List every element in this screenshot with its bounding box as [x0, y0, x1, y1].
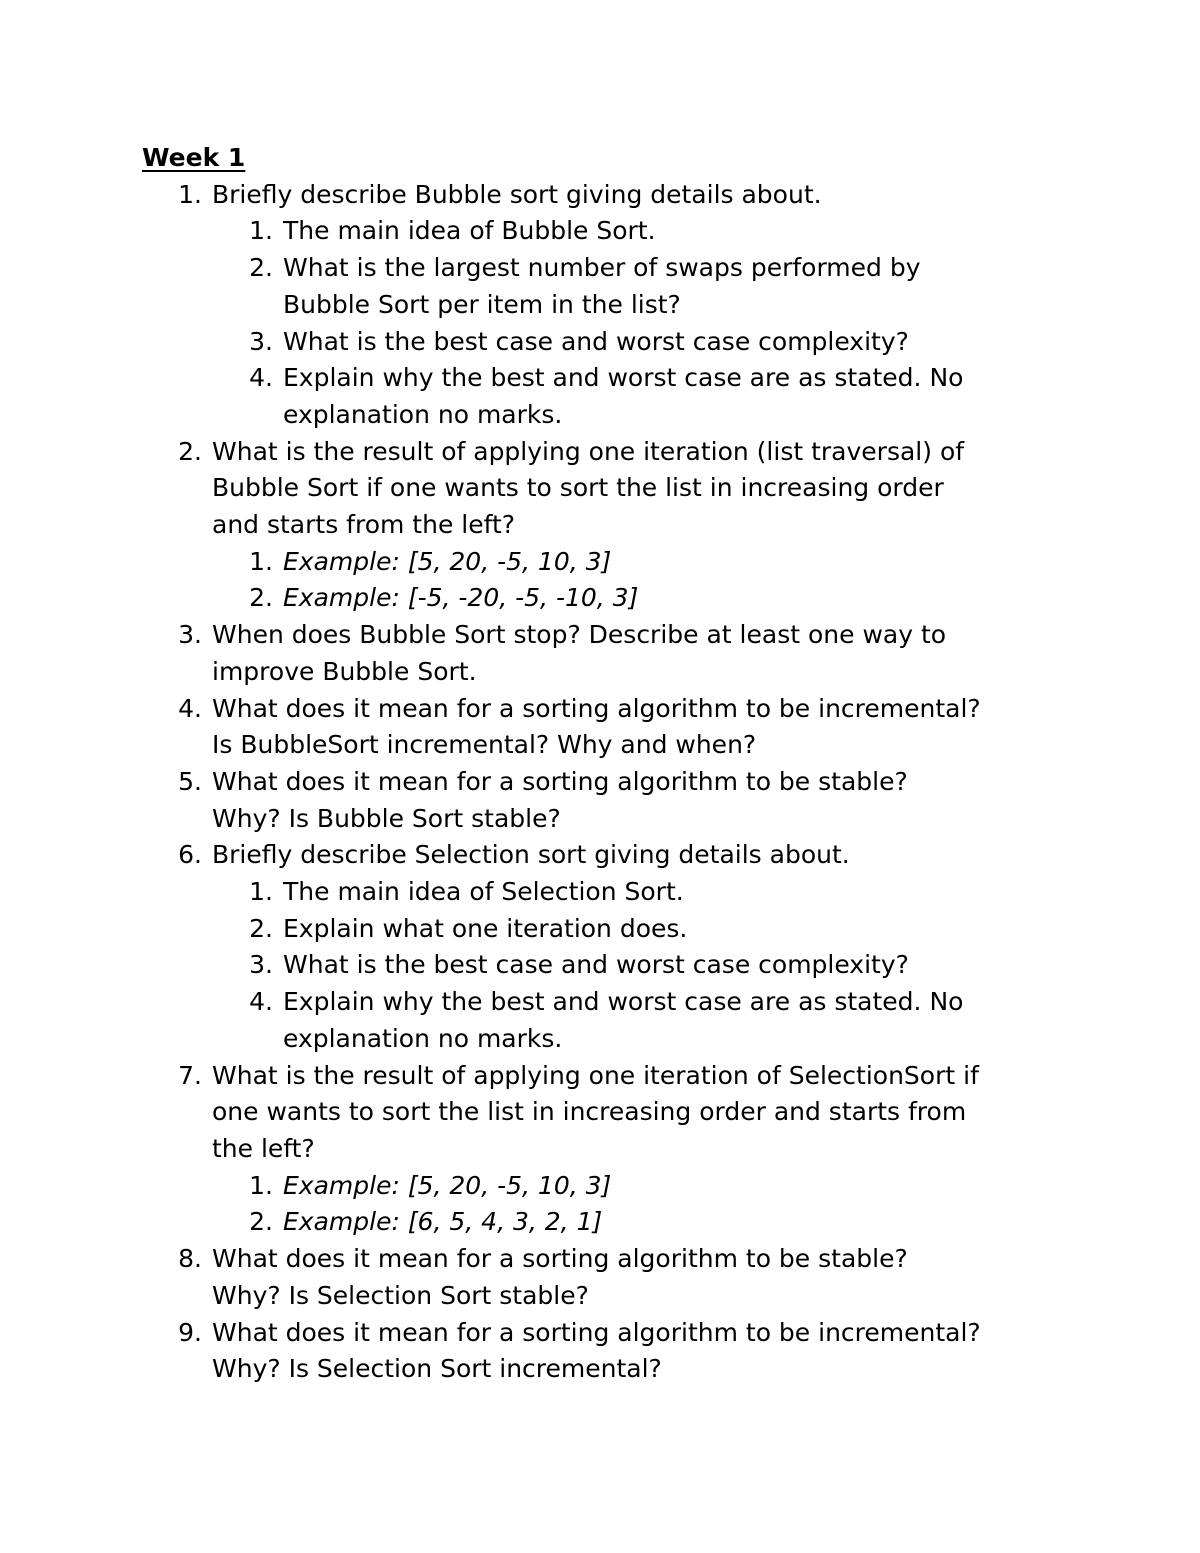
sub-question-number: 2. — [249, 1207, 273, 1237]
sub-question-number: 4. — [249, 987, 273, 1017]
sub-question-line: Bubble Sort per item in the list? — [283, 289, 681, 319]
sub-question-number: 3. — [249, 950, 273, 980]
example-item — [142, 580, 1072, 617]
question-line: What does it mean for a sorting algorithm to be stable? — [212, 1244, 908, 1274]
sub-question-item — [142, 324, 1072, 361]
question-item — [142, 434, 1072, 544]
question-list — [142, 177, 1072, 1388]
example-item — [142, 544, 1072, 581]
question-line: What does it mean for a sorting algorithm to be stable? — [212, 766, 908, 796]
question-number: 5. — [178, 766, 202, 796]
document-content — [142, 140, 1072, 1388]
question-line: What is the result of applying one iteration of SelectionSort if — [212, 1060, 979, 1090]
question-line: improve Bubble Sort. — [212, 656, 477, 686]
question-line: Why? Is Selection Sort incremental? — [212, 1354, 662, 1384]
sub-question-number: 4. — [249, 363, 273, 393]
question-number: 1. — [178, 179, 202, 209]
sub-question-number: 1. — [249, 1170, 273, 1200]
question-text: Briefly describe Selection sort giving details about. — [212, 840, 850, 870]
question-item — [142, 177, 1072, 214]
question-line: one wants to sort the list in increasing order and starts from — [212, 1097, 967, 1127]
question-item — [142, 1315, 1072, 1388]
question-number: 3. — [178, 620, 202, 650]
question-item — [142, 1241, 1072, 1314]
question-line: and starts from the left? — [212, 510, 516, 540]
sub-question-line: What is the largest number of swaps performed by — [283, 253, 921, 283]
question-number: 6. — [178, 840, 202, 870]
sub-question-number: 3. — [249, 326, 273, 356]
sub-question-item — [142, 213, 1072, 250]
question-number: 2. — [178, 436, 202, 466]
sub-question-text: The main idea of Bubble Sort. — [283, 216, 656, 246]
question-item — [142, 1058, 1072, 1168]
sub-question-text: The main idea of Selection Sort. — [283, 877, 684, 907]
sub-question-item — [142, 874, 1072, 911]
question-line: What is the result of applying one iteration (list traversal) of — [212, 436, 965, 466]
sub-question-line: Explain why the best and worst case are as stated. No — [283, 987, 964, 1017]
sub-question-number: 2. — [249, 913, 273, 943]
question-line: Why? Is Bubble Sort stable? — [212, 803, 561, 833]
sub-question-number: 1. — [249, 546, 273, 576]
example-text: Example: [-5, -20, -5, -10, 3] — [283, 583, 639, 613]
question-item — [142, 764, 1072, 837]
question-line: When does Bubble Sort stop? Describe at least one way to — [212, 620, 947, 650]
question-item — [142, 617, 1072, 690]
sub-question-number: 1. — [249, 216, 273, 246]
sub-question-text: What is the best case and worst case complexity? — [283, 950, 909, 980]
question-number: 8. — [178, 1244, 202, 1274]
question-line: Why? Is Selection Sort stable? — [212, 1280, 589, 1310]
sub-question-number: 2. — [249, 253, 273, 283]
example-text: Example: [5, 20, -5, 10, 3] — [283, 546, 612, 576]
sub-question-text: Explain what one iteration does. — [283, 913, 688, 943]
sub-question-line: explanation no marks. — [283, 399, 563, 429]
sub-question-item — [142, 250, 1072, 323]
sub-question-line: Explain why the best and worst case are as stated. No — [283, 363, 964, 393]
question-item — [142, 837, 1072, 874]
question-number: 4. — [178, 693, 202, 723]
question-line: What does it mean for a sorting algorithm to be incremental? — [212, 1317, 981, 1347]
question-text: Briefly describe Bubble sort giving details about. — [212, 179, 822, 209]
sub-question-text: What is the best case and worst case complexity? — [283, 326, 909, 356]
question-item — [142, 691, 1072, 764]
sub-question-item — [142, 911, 1072, 948]
question-line: What does it mean for a sorting algorithm to be incremental? — [212, 693, 981, 723]
sub-question-number: 1. — [249, 877, 273, 907]
sub-question-line: explanation no marks. — [283, 1023, 563, 1053]
sub-question-item — [142, 360, 1072, 433]
example-item — [142, 1168, 1072, 1205]
sub-question-number: 2. — [249, 583, 273, 613]
example-item — [142, 1204, 1072, 1241]
question-line: Is BubbleSort incremental? Why and when? — [212, 730, 757, 760]
page-title: Week 1 — [142, 143, 246, 172]
example-text: Example: [5, 20, -5, 10, 3] — [283, 1170, 612, 1200]
question-line: the left? — [212, 1133, 315, 1163]
question-number: 9. — [178, 1317, 202, 1347]
sub-question-item — [142, 947, 1072, 984]
sub-question-item — [142, 984, 1072, 1057]
question-number: 7. — [178, 1060, 202, 1090]
question-line: Bubble Sort if one wants to sort the list in increasing order — [212, 473, 944, 503]
example-text: Example: [6, 5, 4, 3, 2, 1] — [283, 1207, 603, 1237]
